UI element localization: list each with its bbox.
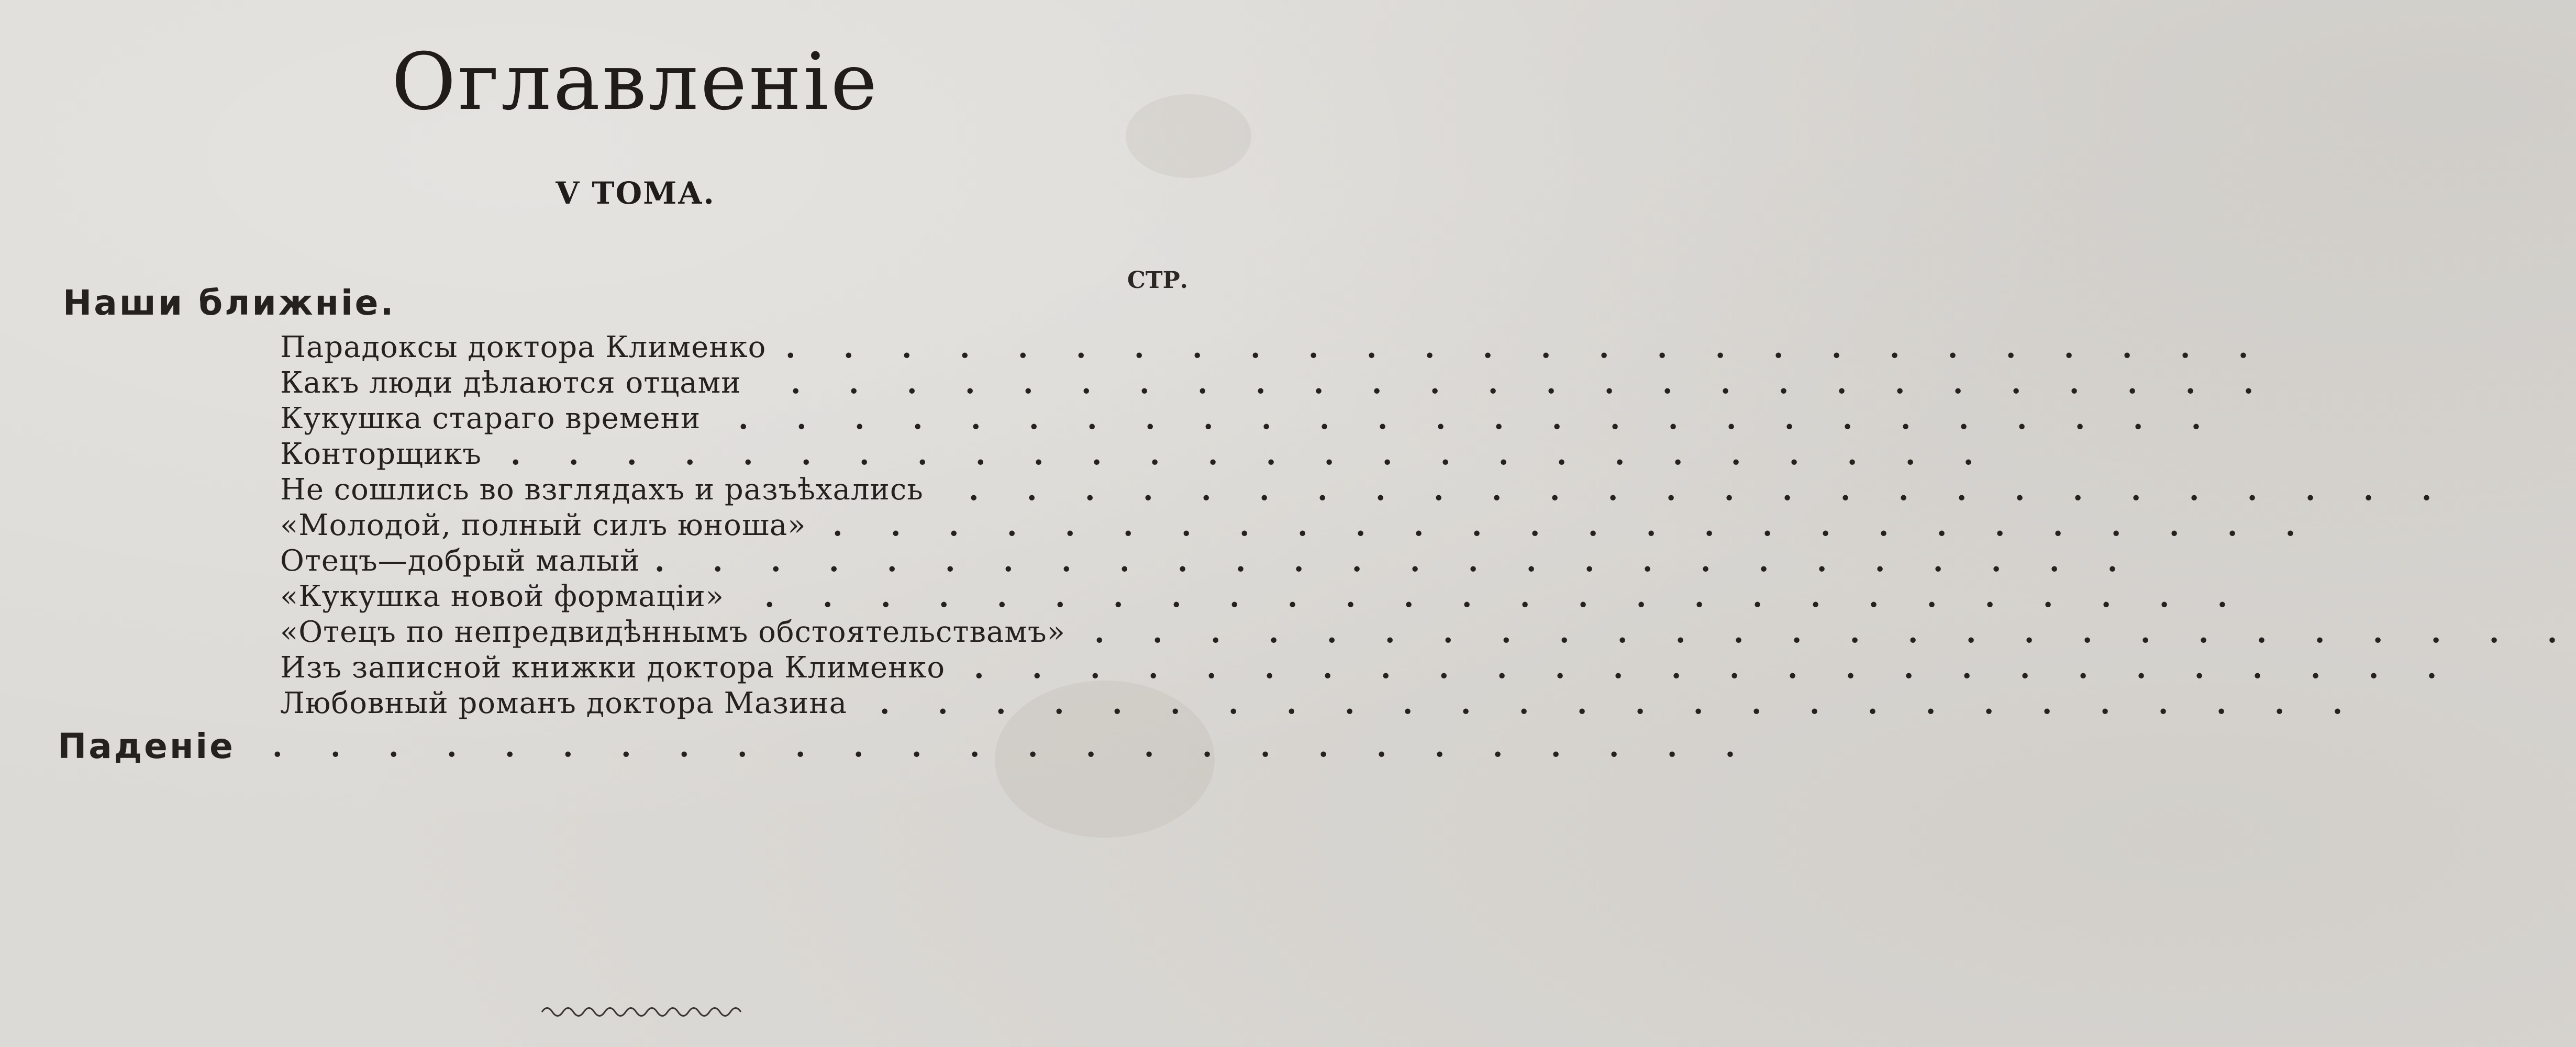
dot-leader: . . . . . . . . . . . . . . . . . . . . . . . . . . bbox=[1094, 615, 2576, 650]
dot-leader: . . . . . . . . . . . . . . . . . . . . . . . . . . bbox=[654, 544, 2137, 578]
entry-title: Кукушка стараго времени bbox=[280, 402, 701, 436]
dot-leader: . . . . . . . . . . . . . . . . . . . . . . . . . . bbox=[969, 473, 2451, 507]
dot-leader: . . . . . . . . . . . . . . . . . . . . . . . . . . bbox=[791, 366, 2273, 400]
entry-title: «Молодой, полный силъ юноша» bbox=[280, 508, 806, 542]
page-column-label: СТР. bbox=[1127, 267, 1188, 294]
dot-leader: . . . . . . . . . . . . . . . . . . . . . . . . . . bbox=[738, 402, 2220, 436]
dot-leader: . . . . . . . . . . . . . . . . . . . . . . . . . . bbox=[785, 330, 2268, 365]
dot-leader: . . . . . . . . . . . . . . . . . . . . . . . . . . bbox=[880, 686, 2362, 721]
dot-leader: . . . . . . . . . . . . . . . . . . . . . . . . . . bbox=[764, 580, 2247, 614]
section-heading: Паденіе bbox=[58, 726, 235, 766]
entry-title: «Отецъ по непредвидѣннымъ обстоятельствамъ» bbox=[280, 615, 1065, 649]
section-heading: Наши ближніе. bbox=[63, 283, 396, 323]
dot-leader: . . . . . . . . . . . . . . . . . . . . . . . . . . bbox=[974, 651, 2456, 685]
entry-title: Любовный романъ доктора Мазина bbox=[280, 686, 847, 720]
dot-leader: . . . . . . . . . . . . . . . . . . . . . . . . . . bbox=[272, 729, 1755, 764]
entry-title: Конторщикъ bbox=[280, 437, 482, 471]
entry-title: Парадоксы доктора Клименко bbox=[280, 330, 767, 364]
dot-leader: . . . . . . . . . . . . . . . . . . . . . . . . . . bbox=[510, 437, 1993, 472]
entry-title: Какъ люди дѣлаются отцами bbox=[280, 366, 741, 400]
entry-title: Изъ записной книжки доктора Клименко bbox=[280, 651, 946, 685]
entry-title: Отецъ—добрый малый bbox=[280, 544, 640, 578]
entry-title: «Кукушка новой формаціи» bbox=[280, 580, 725, 614]
page-title: Оглавленіе bbox=[391, 37, 880, 128]
entry-title: Не сошлись во взглядахъ и разъѣхались bbox=[280, 473, 924, 507]
volume-subtitle: V ТОМА. bbox=[556, 175, 715, 211]
wavy-rule-ornament bbox=[539, 999, 749, 1020]
dot-leader: . . . . . . . . . . . . . . . . . . . . . . . . . . bbox=[832, 508, 2315, 543]
